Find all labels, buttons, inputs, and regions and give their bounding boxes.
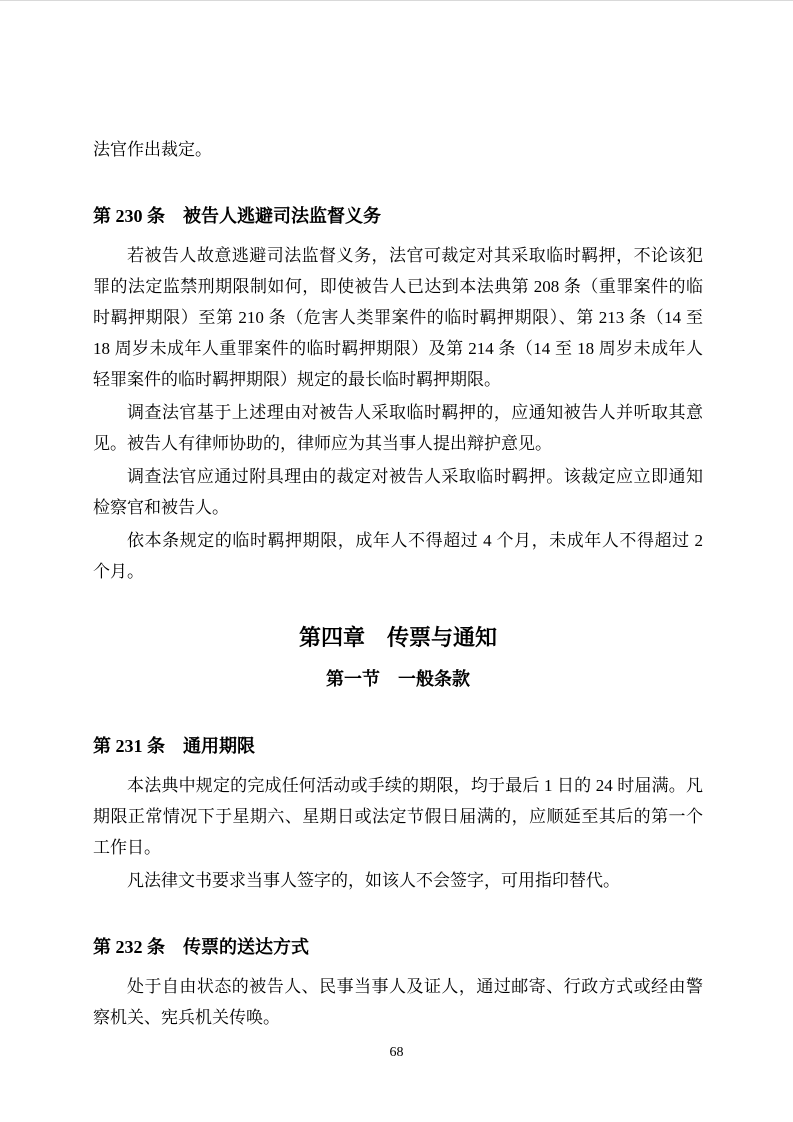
article-232-heading: 第 232 条 传票的送达方式 [93,937,309,957]
article-231-paragraph-2: 凡法律文书要求当事人签字的，如该人不会签字，可用指印替代。 [127,871,620,890]
continuation-paragraph: 法官作出裁定。 [93,140,212,159]
page-number: 68 [389,1045,404,1060]
article-230-heading: 第 230 条 被告人逃避司法监督义务 [93,206,381,226]
article-230-paragraph-4: 依本条规定的临时羁押期限，成年人不得超过 4 个月，未成年人不得超过 2 个月。 [93,531,703,581]
article-232-paragraph-1: 处于自由状态的被告人、民事当事人及证人，通过邮寄、行政方式或经由警察机关、宪兵机关传唤。 [93,977,703,1027]
section-heading: 第一节 一般条款 [326,669,470,689]
article-231-paragraph-1: 本法典中规定的完成任何活动或手续的期限，均于最后 1 日的 24 时届满。凡期限正常情况下于星期六、星期日或法定节假日届满的，应顺延至其后的第一个工作日。 [93,776,703,857]
article-230-paragraph-1: 若被告人故意逃避司法监督义务，法官可裁定对其采取临时羁押，不论该犯罪的法定监禁刑期限制如何，即使被告人已达到本法典第 208 条（重罪案件的临时羁押期限）至第 210 条（危害人类罪案件的临时羁押期限）、第 213 条（14 至 18 周岁未成年人重罪案件的临时羁押期限）及第 214 条（14 至 18 周岁未成年人轻罪案件的临时羁押期限）规定的最长临时羁押期限。 [93,246,703,389]
article-231-heading: 第 231 条 通用期限 [93,736,255,756]
article-230-paragraph-2: 调查法官基于上述理由对被告人采取临时羁押的，应通知被告人并听取其意见。被告人有律师协助的，律师应为其当事人提出辩护意见。 [93,403,703,453]
article-230-paragraph-3: 调查法官应通过附具理由的裁定对被告人采取临时羁押。该裁定应立即通知检察官和被告人。 [93,467,703,517]
chapter-heading: 第四章 传票与通知 [298,625,497,650]
